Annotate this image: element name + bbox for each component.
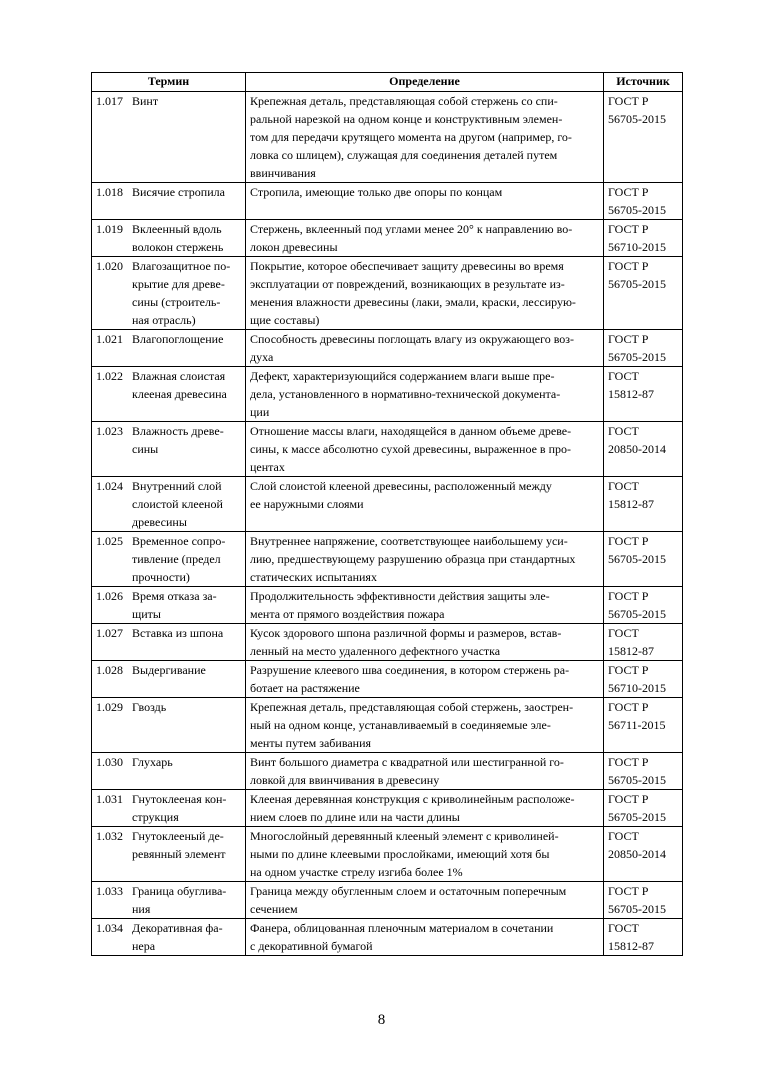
table-row [92, 624, 683, 661]
source-cell [604, 753, 683, 790]
term-line: Висячие стропила [132, 185, 225, 199]
definition-line: Внутреннее напряжение, соответствующее наибольшему уси- [250, 534, 568, 548]
source-line: 56705-2015 [608, 810, 666, 824]
table-row [92, 827, 683, 882]
term-number: 1.028 [96, 663, 123, 677]
table-row [92, 587, 683, 624]
definition-cell [246, 532, 604, 587]
definition-line: ловкой для ввинчивания в древесину [250, 773, 440, 787]
term-name [132, 477, 242, 531]
definition-line: Фанера, облицованная пленочным материалом в сочетании [250, 921, 554, 935]
source-line: ГОСТ Р [608, 792, 649, 806]
source-cell [604, 587, 683, 624]
term-line: Гвоздь [132, 700, 167, 714]
table-body [92, 92, 683, 956]
term-number: 1.029 [96, 700, 123, 714]
source-cell [604, 661, 683, 698]
term-name [132, 753, 242, 771]
term-line: Временное сопро- [132, 534, 226, 548]
definition-line: менения влажности древесины (лаки, эмали, краски, лессирую- [250, 295, 576, 309]
term-line: Влажность древе- [132, 424, 224, 438]
term-cell [92, 532, 246, 587]
term-number: 1.027 [96, 626, 123, 640]
term-line: щиты [132, 607, 161, 621]
definition-cell [246, 753, 604, 790]
term-cell [92, 477, 246, 532]
source-line: ГОСТ [608, 921, 639, 935]
term-number: 1.021 [96, 332, 123, 346]
source-line: 56705-2015 [608, 277, 666, 291]
term-cell [92, 183, 246, 220]
definition-line: Продолжительность эффективности действия защиты эле- [250, 589, 550, 603]
term-cell [92, 698, 246, 753]
term-number: 1.025 [96, 534, 123, 548]
definition-cell [246, 367, 604, 422]
source-cell [604, 183, 683, 220]
term-number: 1.032 [96, 829, 123, 843]
definition-cell [246, 919, 604, 956]
definition-cell [246, 477, 604, 532]
term-line: крытие для древе- [132, 277, 225, 291]
term-name [132, 92, 242, 110]
term-cell [92, 220, 246, 257]
term-number: 1.024 [96, 479, 123, 493]
source-cell [604, 367, 683, 422]
term-number: 1.017 [96, 94, 123, 108]
definition-line: с декоративной бумагой [250, 939, 373, 953]
source-line: ГОСТ [608, 626, 639, 640]
definition-line: сечением [250, 902, 298, 916]
source-line: 15812-87 [608, 644, 654, 658]
definition-line: ее наружными слоями [250, 497, 364, 511]
definition-cell [246, 790, 604, 827]
source-cell [604, 92, 683, 183]
term-name [132, 532, 242, 586]
term-line: слоистой клееной [132, 497, 223, 511]
term-line: Гнутоклееная кон- [132, 792, 227, 806]
term-cell [92, 624, 246, 661]
definition-line: мента от прямого воздействия пожара [250, 607, 445, 621]
source-line: 15812-87 [608, 939, 654, 953]
table-row [92, 790, 683, 827]
definition-line: Крепежная деталь, представляющая собой стержень со спи- [250, 94, 558, 108]
definition-line: локон древесины [250, 240, 338, 254]
definition-line: ции [250, 405, 270, 419]
definition-line: эксплуатации от повреждений, возникающих в результате из- [250, 277, 565, 291]
definition-cell [246, 661, 604, 698]
source-cell [604, 882, 683, 919]
term-line: нера [132, 939, 156, 953]
definition-line: Кусок здорового шпона различной формы и размеров, встав- [250, 626, 562, 640]
term-line: ревянный элемент [132, 847, 226, 861]
definition-line: том для передачи крутящего момента на другом (например, го- [250, 130, 572, 144]
term-line: сины (строитель- [132, 295, 221, 309]
header-source: Источник [604, 73, 683, 92]
term-name [132, 661, 242, 679]
definition-line: ботает на растяжение [250, 681, 360, 695]
term-line: Время отказа за- [132, 589, 217, 603]
term-name [132, 422, 242, 458]
source-line: 56705-2015 [608, 552, 666, 566]
term-line: Гнутоклееный де- [132, 829, 224, 843]
definition-line: центах [250, 460, 285, 474]
table-header-row [92, 73, 683, 92]
term-name [132, 882, 242, 918]
definition-line: Винт большого диаметра с квадратной или шестигранной го- [250, 755, 564, 769]
table-row [92, 753, 683, 790]
definition-cell [246, 92, 604, 183]
term-cell [92, 257, 246, 330]
source-line: 56705-2015 [608, 112, 666, 126]
term-name [132, 367, 242, 403]
term-name [132, 330, 242, 348]
term-number: 1.019 [96, 222, 123, 236]
source-cell [604, 532, 683, 587]
source-line: 15812-87 [608, 497, 654, 511]
term-name [132, 257, 242, 329]
source-line: 15812-87 [608, 387, 654, 401]
definition-line: Граница между обугленным слоем и остаточным поперечным [250, 884, 567, 898]
table-row [92, 882, 683, 919]
term-name [132, 587, 242, 623]
term-number: 1.033 [96, 884, 123, 898]
term-name [132, 624, 242, 642]
term-cell [92, 919, 246, 956]
term-cell [92, 753, 246, 790]
term-line: ния [132, 902, 151, 916]
source-line: 56705-2015 [608, 902, 666, 916]
term-name [132, 183, 242, 201]
definition-cell [246, 698, 604, 753]
table-row [92, 422, 683, 477]
term-number: 1.022 [96, 369, 123, 383]
term-cell [92, 330, 246, 367]
term-line: Вклеенный вдоль [132, 222, 222, 236]
term-number: 1.034 [96, 921, 123, 935]
term-number: 1.031 [96, 792, 123, 806]
definition-cell [246, 827, 604, 882]
source-line: ГОСТ Р [608, 884, 649, 898]
source-line: ГОСТ [608, 424, 639, 438]
source-line: 20850-2014 [608, 847, 666, 861]
term-cell [92, 661, 246, 698]
header-definition: Определение [246, 73, 604, 92]
definition-line: дела, установленного в нормативно-технической документа- [250, 387, 561, 401]
source-line: 56710-2015 [608, 240, 666, 254]
header-term: Термин [92, 73, 246, 92]
definition-line: Дефект, характеризующийся содержанием влаги выше пре- [250, 369, 555, 383]
table-row [92, 532, 683, 587]
source-cell [604, 624, 683, 661]
definition-line: ный на одном конце, устанавливаемый в соединяемые эле- [250, 718, 551, 732]
definition-cell [246, 422, 604, 477]
definition-line: ввинчивания [250, 166, 316, 180]
term-line: Влагопоглощение [132, 332, 224, 346]
source-line: ГОСТ Р [608, 185, 649, 199]
term-number: 1.026 [96, 589, 123, 603]
table-row [92, 183, 683, 220]
term-cell [92, 790, 246, 827]
definition-line: нием слоев по длине или на части длины [250, 810, 460, 824]
definition-line: сины, к массе абсолютно сухой древесины, выраженное в про- [250, 442, 572, 456]
definition-line: на одном участке стрелу изгиба более 1% [250, 865, 463, 879]
source-line: ГОСТ Р [608, 94, 649, 108]
definition-cell [246, 220, 604, 257]
page-number: 8 [377, 1012, 386, 1028]
source-line: ГОСТ Р [608, 755, 649, 769]
term-line: прочности) [132, 570, 190, 584]
source-cell [604, 257, 683, 330]
source-line: ГОСТ [608, 479, 639, 493]
term-line: волокон стержень [132, 240, 224, 254]
term-line: Граница обуглива- [132, 884, 227, 898]
source-line: 20850-2014 [608, 442, 666, 456]
definition-line: Многослойный деревянный клееный элемент с криволиней- [250, 829, 559, 843]
source-cell [604, 698, 683, 753]
term-number: 1.030 [96, 755, 123, 769]
definition-cell [246, 882, 604, 919]
table-row [92, 477, 683, 532]
term-line: тивление (предел [132, 552, 221, 566]
table-row [92, 698, 683, 753]
table-row [92, 92, 683, 183]
term-cell [92, 92, 246, 183]
term-name [132, 698, 242, 716]
definition-line: Способность древесины поглощать влагу из окружающего воз- [250, 332, 575, 346]
terms-table [91, 72, 683, 956]
definition-line: Слой слоистой клееной древесины, расположенный между [250, 479, 552, 493]
definition-line: ленный на место удаленного дефектного участка [250, 644, 501, 658]
definition-line: менты путем забивания [250, 736, 372, 750]
source-line: ГОСТ Р [608, 589, 649, 603]
term-line: клееная древесина [132, 387, 227, 401]
table-row [92, 220, 683, 257]
definition-line: Клееная деревянная конструкция с криволинейным расположе- [250, 792, 575, 806]
table-row [92, 919, 683, 956]
term-cell [92, 422, 246, 477]
definition-line: Стропила, имеющие только две опоры по концам [250, 185, 503, 199]
term-line: Влагозащитное по- [132, 259, 231, 273]
term-line: Влажная слоистая [132, 369, 226, 383]
definition-line: Покрытие, которое обеспечивает защиту древесины во время [250, 259, 564, 273]
source-cell [604, 477, 683, 532]
term-number: 1.018 [96, 185, 123, 199]
term-name [132, 220, 242, 256]
term-line: Винт [132, 94, 159, 108]
definition-line: Разрушение клеевого шва соединения, в котором стержень ра- [250, 663, 570, 677]
source-line: 56711-2015 [608, 718, 666, 732]
source-line: ГОСТ [608, 829, 639, 843]
term-line: Внутренний слой [132, 479, 222, 493]
source-line: ГОСТ Р [608, 222, 649, 236]
source-line: 56705-2015 [608, 773, 666, 787]
term-number: 1.023 [96, 424, 123, 438]
term-cell [92, 827, 246, 882]
source-line: ГОСТ Р [608, 332, 649, 346]
table-row [92, 330, 683, 367]
source-line: 56705-2015 [608, 203, 666, 217]
term-line: Декоративная фа- [132, 921, 223, 935]
definition-line: ральной нарезкой на одном конце и конструктивным элемен- [250, 112, 563, 126]
source-line: ГОСТ [608, 369, 639, 383]
term-number: 1.020 [96, 259, 123, 273]
source-cell [604, 330, 683, 367]
definition-cell [246, 330, 604, 367]
definition-line: Отношение массы влаги, находящейся в данном объеме древе- [250, 424, 572, 438]
source-line: 56705-2015 [608, 350, 666, 364]
definition-line: духа [250, 350, 274, 364]
definition-line: лию, предшествующему разрушению образца при стандартных [250, 552, 576, 566]
source-cell [604, 220, 683, 257]
source-cell [604, 919, 683, 956]
source-line: 56705-2015 [608, 607, 666, 621]
definition-line: Стержень, вклеенный под углами менее 20° к направлению во- [250, 222, 573, 236]
term-cell [92, 587, 246, 624]
definition-cell [246, 257, 604, 330]
definition-line: ными по длине клеевыми прослойками, имеющий хотя бы [250, 847, 550, 861]
definition-cell [246, 587, 604, 624]
term-line: Вставка из шпона [132, 626, 224, 640]
table-row [92, 257, 683, 330]
source-cell [604, 422, 683, 477]
source-line: ГОСТ Р [608, 534, 649, 548]
term-cell [92, 367, 246, 422]
source-line: ГОСТ Р [608, 700, 649, 714]
source-cell [604, 827, 683, 882]
definition-line: статических испытаниях [250, 570, 377, 584]
definition-line: Крепежная деталь, представляющая собой стержень, заострен- [250, 700, 574, 714]
term-line: струкция [132, 810, 179, 824]
term-line: Глухарь [132, 755, 173, 769]
term-name [132, 790, 242, 826]
definition-line: щие составы) [250, 313, 320, 327]
source-cell [604, 790, 683, 827]
term-line: сины [132, 442, 159, 456]
source-line: 56710-2015 [608, 681, 666, 695]
term-line: Выдергивание [132, 663, 206, 677]
source-line: ГОСТ Р [608, 663, 649, 677]
definition-line: ловка со шлицем), служащая для соединения деталей путем [250, 148, 558, 162]
source-line: ГОСТ Р [608, 259, 649, 273]
definition-cell [246, 183, 604, 220]
term-line: ная отрасль) [132, 313, 196, 327]
term-line: древесины [132, 515, 187, 529]
table-row [92, 661, 683, 698]
term-name [132, 919, 242, 955]
term-name [132, 827, 242, 863]
definition-cell [246, 624, 604, 661]
term-cell [92, 882, 246, 919]
table-row [92, 367, 683, 422]
